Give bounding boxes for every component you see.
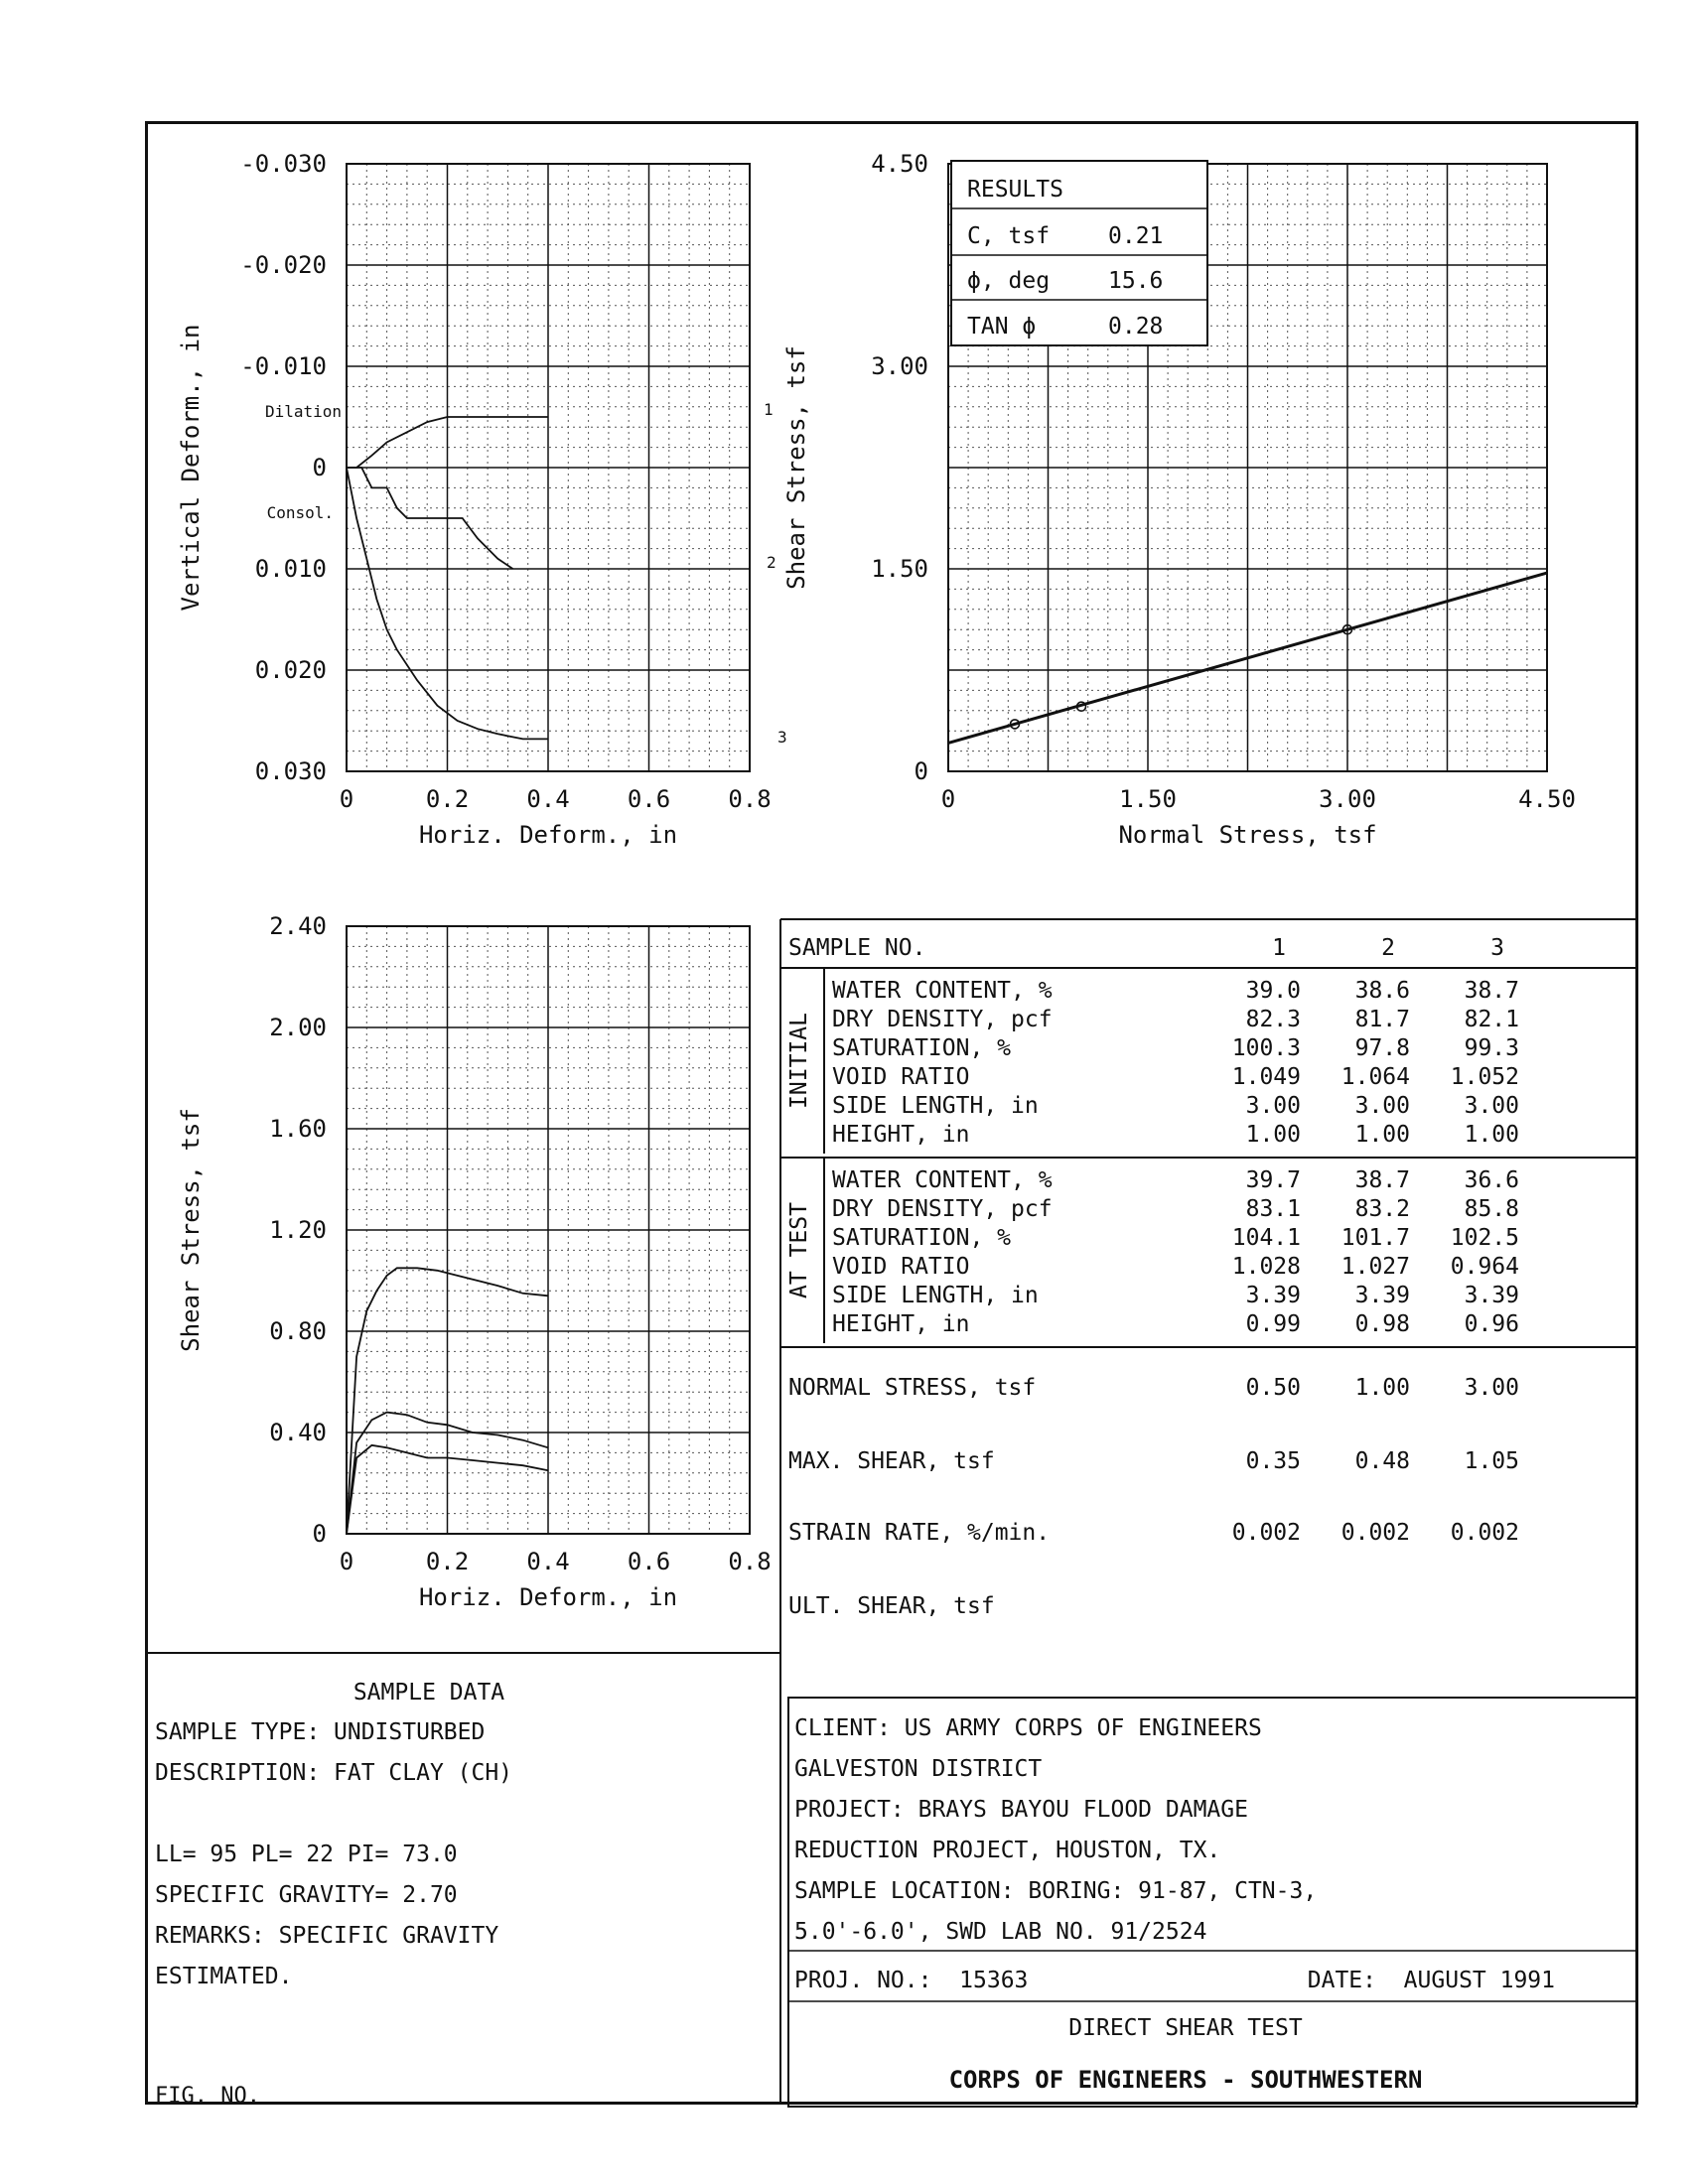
y-tick-label: 2.00 <box>269 1014 327 1041</box>
initial-row-label: VOID RATIO <box>832 1064 970 1090</box>
sample-col-2: 2 <box>1381 935 1395 961</box>
at-test-row-value: 3.39 <box>1245 1283 1301 1308</box>
initial-row-value: 97.8 <box>1354 1035 1410 1061</box>
title-block-line: SAMPLE LOCATION: BORING: 91-87, CTN-3, <box>794 1878 1318 1904</box>
consol-annotation: Consol. <box>266 503 334 522</box>
results-title: RESULTS <box>967 177 1063 203</box>
initial-row-value: 1.064 <box>1340 1064 1410 1090</box>
initial-row-value: 1.049 <box>1231 1064 1301 1090</box>
results-phi-value: 15.6 <box>1108 268 1164 294</box>
results-c-value: 0.21 <box>1108 223 1164 249</box>
y-tick-label: -0.010 <box>240 352 327 380</box>
x-tick-label: 0.4 <box>526 785 570 813</box>
at-test-row-value: 0.96 <box>1464 1311 1519 1337</box>
title-block-line: CLIENT: US ARMY CORPS OF ENGINEERS <box>794 1715 1262 1741</box>
y-tick-label: 1.60 <box>269 1115 327 1143</box>
dilation-annotation: Dilation <box>264 402 342 421</box>
x-tick-label: 0.8 <box>728 785 772 813</box>
x-tick-label: 0.8 <box>728 1548 772 1575</box>
at-test-row-value: 1.027 <box>1340 1254 1410 1280</box>
y-tick-label: 0.80 <box>269 1317 327 1345</box>
at-test-row-value: 36.6 <box>1464 1167 1519 1193</box>
title-block <box>788 1698 1636 2107</box>
series-2-tag: 2 <box>767 553 776 572</box>
initial-row-value: 38.7 <box>1464 978 1519 1004</box>
title-block-line: 5.0'-6.0', SWD LAB NO. 91/2524 <box>794 1919 1207 1945</box>
results-tanphi-label: TAN ϕ <box>967 314 1037 340</box>
results-tanphi-value: 0.28 <box>1108 314 1164 340</box>
at-test-group-label: AT TEST <box>786 1202 812 1298</box>
at-test-row-value: 102.5 <box>1450 1225 1519 1251</box>
organization-name: CORPS OF ENGINEERS - SOUTHWESTERN <box>948 2066 1423 2094</box>
y-axis-label: Shear Stress, tsf <box>177 1108 205 1352</box>
y-tick-label: 4.50 <box>871 150 928 178</box>
sample-data-line: SPECIFIC GRAVITY= 2.70 <box>155 1882 458 1908</box>
x-tick-label: 0 <box>339 785 354 813</box>
title-block-line: PROJECT: BRAYS BAYOU FLOOD DAMAGE <box>794 1797 1248 1823</box>
y-tick-label: 1.50 <box>871 555 928 583</box>
y-tick-label: 0 <box>312 454 327 481</box>
sample-data-title: SAMPLE DATA <box>352 1680 505 1706</box>
at-test-row-label: SATURATION, % <box>832 1225 1012 1251</box>
at-test-row-value: 38.7 <box>1354 1167 1410 1193</box>
at-test-row-label: SIDE LENGTH, in <box>832 1283 1039 1308</box>
at-test-row-value: 85.8 <box>1464 1196 1519 1222</box>
initial-row-value: 3.00 <box>1245 1093 1301 1119</box>
at-test-row-value: 3.39 <box>1464 1283 1519 1308</box>
at-test-row-label: WATER CONTENT, % <box>832 1167 1053 1193</box>
series-3-tag: 3 <box>777 728 787 747</box>
initial-row-value: 1.052 <box>1450 1064 1519 1090</box>
at-test-row-value: 83.1 <box>1245 1196 1301 1222</box>
sample-data-line: ESTIMATED. <box>155 1964 293 1989</box>
summary-row-label: ULT. SHEAR, tsf <box>788 1593 995 1619</box>
initial-row-value: 1.00 <box>1354 1122 1410 1148</box>
summary-row-value: 0.002 <box>1450 1520 1519 1546</box>
initial-row-value: 99.3 <box>1464 1035 1519 1061</box>
x-axis-label: Normal Stress, tsf <box>1118 821 1377 849</box>
at-test-row-value: 104.1 <box>1231 1225 1301 1251</box>
title-block-lines <box>794 1715 1317 1945</box>
x-tick-label: 0 <box>339 1548 354 1575</box>
x-tick-label: 0.6 <box>627 1548 671 1575</box>
summary-row-value: 1.00 <box>1354 1375 1410 1401</box>
summary-row-value: 0.35 <box>1245 1448 1301 1474</box>
sample-data-lines <box>155 1719 512 1989</box>
y-tick-label: 3.00 <box>871 352 928 380</box>
x-tick-label: 3.00 <box>1319 785 1376 813</box>
initial-row-value: 82.1 <box>1464 1007 1519 1032</box>
summary-row-label: MAX. SHEAR, tsf <box>788 1448 995 1474</box>
summary-row-label: STRAIN RATE, %/min. <box>788 1520 1051 1546</box>
summary-row-value: 0.48 <box>1354 1448 1410 1474</box>
at-test-row-label: VOID RATIO <box>832 1254 970 1280</box>
initial-row-value: 3.00 <box>1354 1093 1410 1119</box>
y-tick-label: 1.20 <box>269 1216 327 1244</box>
initial-row-label: DRY DENSITY, pcf <box>832 1007 1053 1032</box>
at-test-row-value: 3.39 <box>1354 1283 1410 1308</box>
title-block-line: REDUCTION PROJECT, HOUSTON, TX. <box>794 1838 1221 1863</box>
shear-stress-chart <box>177 912 772 1611</box>
y-tick-label: -0.030 <box>240 150 327 178</box>
x-tick-label: 1.50 <box>1119 785 1177 813</box>
initial-row-label: HEIGHT, in <box>832 1122 970 1148</box>
summary-row-value: 1.05 <box>1464 1448 1519 1474</box>
series-1-tag: 1 <box>764 400 774 419</box>
x-axis-label: Horiz. Deform., in <box>418 1583 678 1611</box>
sample-data-line: SAMPLE TYPE: UNDISTURBED <box>155 1719 486 1745</box>
sample-data-panel <box>147 1653 780 2109</box>
initial-row-value: 1.00 <box>1245 1122 1301 1148</box>
x-tick-label: 0.4 <box>526 1548 570 1575</box>
initial-row-value: 1.00 <box>1464 1122 1519 1148</box>
series-2-line <box>347 468 513 569</box>
x-tick-label: 4.50 <box>1518 785 1576 813</box>
y-tick-label: 0 <box>312 1520 327 1548</box>
fig-no-label: FIG. NO. <box>155 2084 260 2109</box>
at-test-row-value: 39.7 <box>1245 1167 1301 1193</box>
project-number: PROJ. NO.: 15363 <box>794 1968 1029 1993</box>
initial-group-label: INITIAL <box>786 1013 812 1109</box>
at-test-row-value: 0.98 <box>1354 1311 1410 1337</box>
summary-row-value: 0.50 <box>1245 1375 1301 1401</box>
sample-data-line: REMARKS: SPECIFIC GRAVITY <box>155 1923 499 1949</box>
results-c-label: C, tsf <box>967 223 1051 249</box>
sample-col-1: 1 <box>1272 935 1286 961</box>
x-tick-label: 0 <box>940 785 956 813</box>
report-date: DATE: AUGUST 1991 <box>1307 1968 1555 1993</box>
at-test-row-value: 83.2 <box>1354 1196 1410 1222</box>
y-tick-label: 0.020 <box>254 656 327 684</box>
results-phi-label: ϕ, deg <box>967 268 1051 294</box>
summary-row-value: 3.00 <box>1464 1375 1519 1401</box>
y-axis-label: Vertical Deform., in <box>177 324 205 612</box>
initial-row-value: 39.0 <box>1245 978 1301 1004</box>
test-data-table <box>780 935 1636 1619</box>
x-tick-label: 0.6 <box>627 785 671 813</box>
at-test-row-value: 1.028 <box>1231 1254 1301 1280</box>
y-tick-label: 0 <box>914 757 928 785</box>
sample-no-header: SAMPLE NO. <box>788 935 926 961</box>
title-block-line: GALVESTON DISTRICT <box>794 1756 1043 1782</box>
initial-row-label: WATER CONTENT, % <box>832 978 1053 1004</box>
vertical-deformation-chart <box>177 150 787 849</box>
summary-row-label: NORMAL STRESS, tsf <box>788 1375 1037 1401</box>
at-test-row-value: 0.964 <box>1450 1254 1519 1280</box>
x-axis-label: Horiz. Deform., in <box>418 821 678 849</box>
initial-row-value: 81.7 <box>1354 1007 1410 1032</box>
initial-row-value: 82.3 <box>1245 1007 1301 1032</box>
y-tick-label: 2.40 <box>269 912 327 940</box>
y-axis-label: Shear Stress, tsf <box>782 345 810 590</box>
x-tick-label: 0.2 <box>425 1548 470 1575</box>
initial-row-value: 38.6 <box>1354 978 1410 1004</box>
at-test-row-value: 101.7 <box>1340 1225 1410 1251</box>
sample-data-line: DESCRIPTION: FAT CLAY (CH) <box>155 1760 513 1786</box>
initial-row-label: SATURATION, % <box>832 1035 1012 1061</box>
sample-col-3: 3 <box>1490 935 1504 961</box>
at-test-row-value: 0.99 <box>1245 1311 1301 1337</box>
test-name: DIRECT SHEAR TEST <box>1068 2015 1303 2041</box>
initial-row-label: SIDE LENGTH, in <box>832 1093 1039 1119</box>
sample-data-line: LL= 95 PL= 22 PI= 73.0 <box>155 1842 458 1867</box>
summary-row-value: 0.002 <box>1231 1520 1301 1546</box>
x-tick-label: 0.2 <box>425 785 470 813</box>
results-box <box>951 161 1207 345</box>
initial-row-value: 100.3 <box>1231 1035 1301 1061</box>
y-tick-label: 0.010 <box>254 555 327 583</box>
y-tick-label: 0.40 <box>269 1419 327 1446</box>
at-test-row-label: HEIGHT, in <box>832 1311 970 1337</box>
y-tick-label: 0.030 <box>254 757 327 785</box>
summary-row-value: 0.002 <box>1340 1520 1410 1546</box>
at-test-row-label: DRY DENSITY, pcf <box>832 1196 1053 1222</box>
y-tick-label: -0.020 <box>240 251 327 279</box>
initial-row-value: 3.00 <box>1464 1093 1519 1119</box>
